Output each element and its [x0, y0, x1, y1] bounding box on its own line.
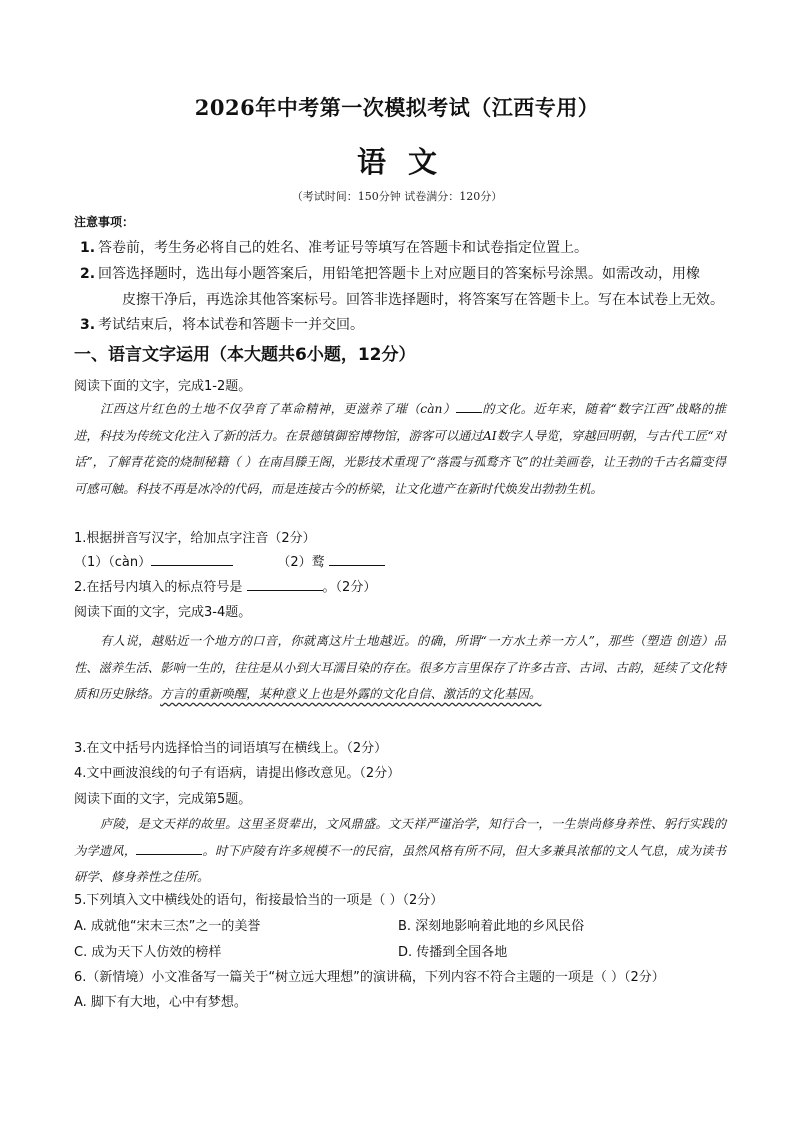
notice-item-1: [80, 235, 730, 261]
question-2: [74, 576, 376, 595]
notice-num: 3.: [80, 317, 96, 333]
notice-text: 考试结束后，将本试卷和答题卡一并交回。: [98, 317, 364, 333]
q2-points: 。（2分）: [322, 580, 377, 595]
question-6: 6.（新情境）小文准备写一篇关于“树立远大理想”的演讲稿，下列内容不符合主题的一项是（ ）（2分）: [74, 970, 665, 985]
passage-1-part-a: 江西这片红色的土地不仅孕育了革命精神，更滋养了璀（càn）: [100, 402, 456, 416]
passage-1-part-b: 的文化。近年来，随着“数字江西”战略的推进，科技为传统文化注入了新的活力。在景德镇御窑博物馆，游客可以通过AI数字人导览，穿越回明朝，与古代工匠“对话”，了解青花瓷的烧制秘籍（ ）在南昌滕王阁，光影技术重现了“落霞与孤鹜齐飞”的壮美画卷，让王勃的千古名篇变得可感可触。科技不再是冰冷的代码，而是连接古今的桥梁，让文化遗产在新时代焕发出勃勃生机。: [74, 402, 727, 496]
answer-blank: [247, 576, 323, 591]
reading-intro-1: 阅读下面的文字，完成1-2题。: [74, 379, 252, 394]
question-5: 5.下列填入文中横线处的语句，衔接最恰当的一项是（ ）（2分）: [74, 893, 444, 908]
answer-blank: [329, 551, 385, 566]
passage-3: [74, 811, 726, 891]
question-1: 1.根据拼音写汉字，给加点字注音（2分）: [74, 531, 316, 546]
q5-option-d: D. 传播到全国各地: [398, 945, 508, 960]
notice-heading: 注意事项：: [74, 215, 135, 229]
q5-option-c: C. 成为天下人仿效的榜样: [74, 945, 222, 960]
passage-2-text: 有人说，越贴近一个地方的口音，你就离这片土地越近。的确，所谓“一方水土养一方人”，那些（塑造 创造）品性、滋养生活、影响一生的，往往是从小到大耳濡目染的存在。很多方言里保存了许多古音、古词、古韵，延续了文化特质和历史脉络。: [74, 634, 726, 701]
q5-option-a: A. 成就他“宋末三杰”之一的美誉: [74, 919, 261, 934]
passage-2: [74, 628, 726, 708]
notice-num: 1.: [80, 240, 96, 256]
notice-item-2-cont: 皮擦干净后，再选涂其他答案标号。回答非选择题时，将答案写在答题卡上。写在本试卷上无效。: [122, 292, 724, 308]
passage-3-part-a: 庐陵，是文天祥的故里。这里圣贤辈出，文风鼎盛。文天祥严谨治学，知行合一，一生崇尚修身养性、躬行实践的为学遗风，: [74, 817, 726, 858]
q1-item-2: （2）鹜: [277, 555, 325, 570]
answer-blank: [151, 551, 233, 566]
q5-option-b: B. 深刻地影响着此地的乡风民俗: [398, 919, 585, 934]
reading-intro-2: 阅读下面的文字，完成3-4题。: [74, 605, 252, 620]
question-1-items: [74, 551, 385, 570]
notice-item-3: [80, 312, 730, 338]
passage-1: [74, 396, 726, 502]
wavy-underlined-sentence: 方言的重新唤醒，某种意义上也是外露的文化自信、激活的文化基因。: [160, 687, 542, 701]
notice-text: 回答选择题时，选出每小题答案后，用铅笔把答题卡上对应题目的答案标号涂黑。如需改动，用橡: [98, 266, 700, 282]
q1-item-1: （1）（càn）: [74, 555, 152, 570]
subject-title: 语文: [356, 145, 459, 179]
exam-title: 2026年中考第一次模拟考试（江西专用）: [194, 95, 600, 120]
exam-meta: （考试时间：150分钟 试卷满分：120分）: [291, 190, 503, 203]
notice-num: 2.: [80, 266, 96, 282]
passage-3-part-b: 。时下庐陵有许多规模不一的民宿，虽然风格有所不同，但大多兼具浓郁的文人气息，成为读书研学、修身养性之佳所。: [74, 843, 726, 884]
answer-blank: [136, 840, 202, 855]
answer-blank: [456, 398, 482, 413]
section-heading: 一、语言文字运用（本大题共6小题，12分）: [74, 345, 416, 365]
question-4: 4.文中画波浪线的句子有语病，请提出修改意见。（2分）: [74, 766, 401, 781]
q6-option-a: A. 脚下有大地，心中有梦想。: [74, 995, 247, 1010]
question-3: 3.在文中括号内选择恰当的词语填写在横线上。（2分）: [74, 741, 388, 756]
notice-text: 答卷前，考生务必将自己的姓名、准考证号等填写在答题卡和试卷指定位置上。: [98, 240, 588, 256]
notice-item-2: [80, 261, 730, 287]
reading-intro-3: 阅读下面的文字，完成第5题。: [74, 792, 252, 807]
q2-text: 2.在括号内填入的标点符号是: [74, 580, 243, 595]
